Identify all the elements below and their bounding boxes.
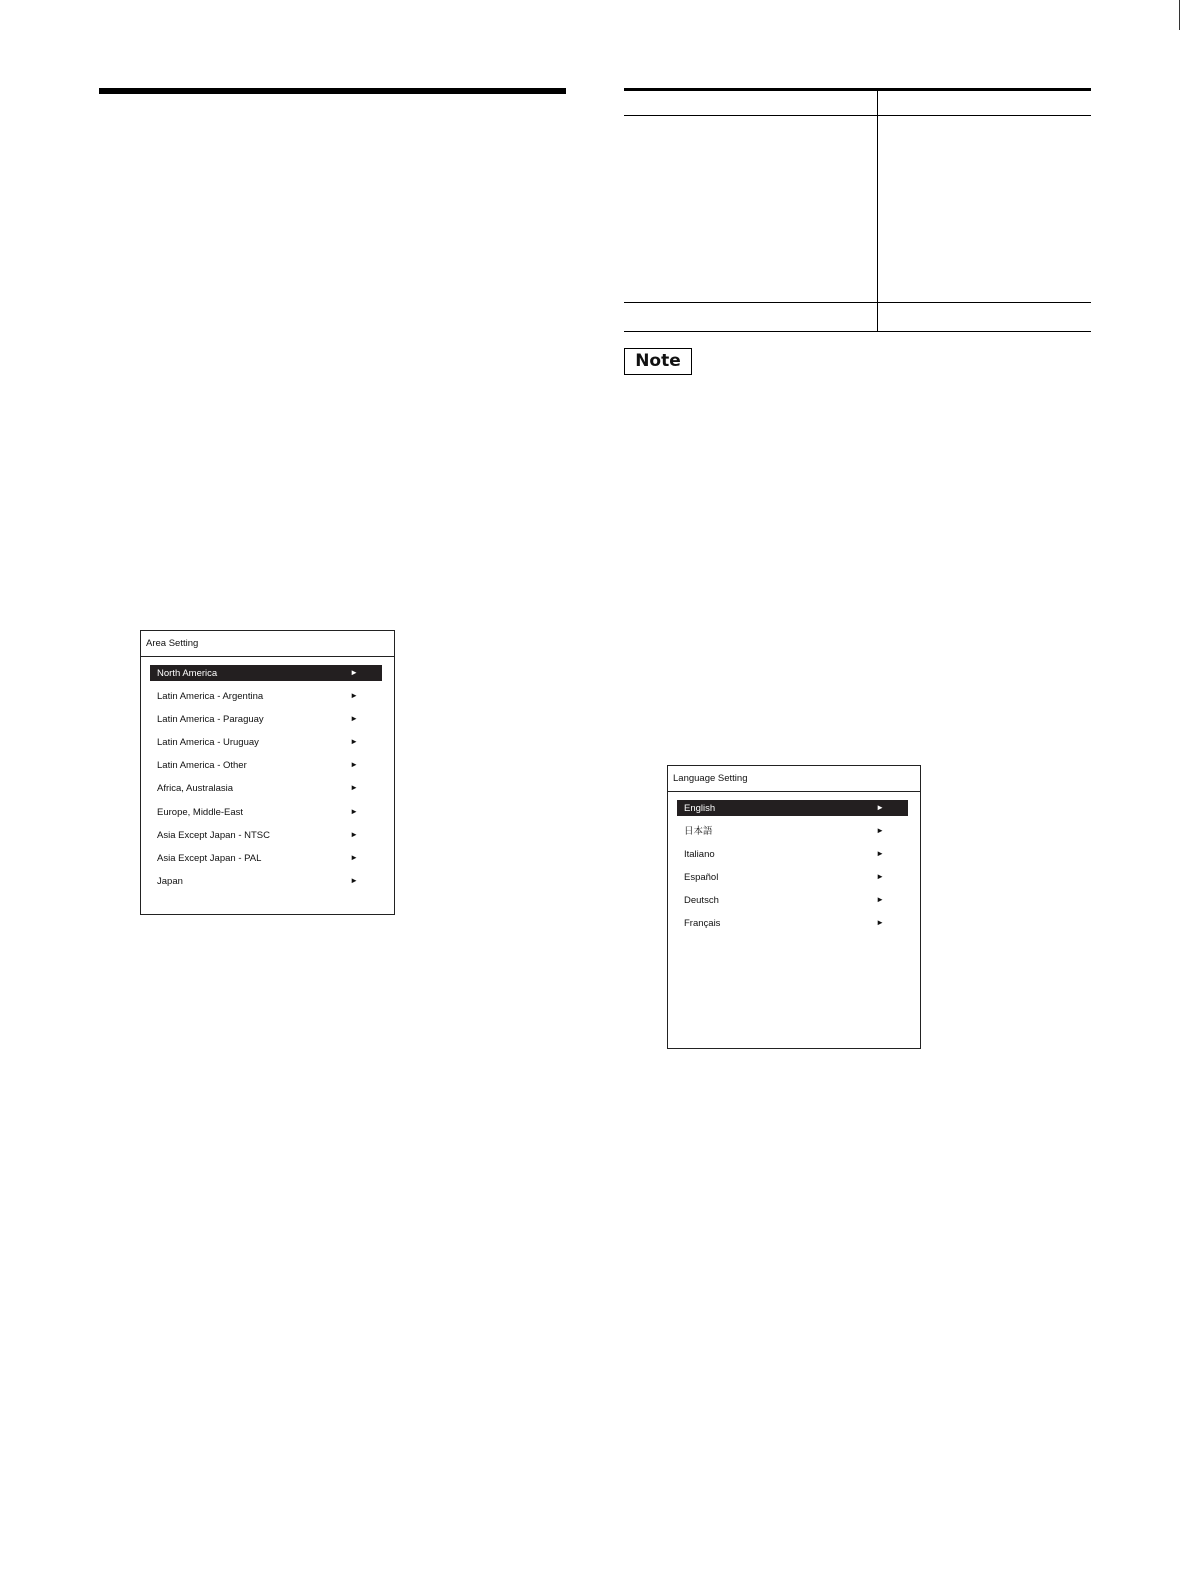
right-arrow-icon: ► [350, 737, 358, 747]
right-arrow-icon: ► [876, 872, 884, 882]
area-item-label: Asia Except Japan - NTSC [157, 829, 270, 841]
language-item[interactable] [677, 800, 908, 823]
right-arrow-icon: ► [350, 829, 358, 839]
area-item[interactable] [150, 711, 382, 734]
item-background [150, 873, 382, 889]
note-label: Note [624, 348, 692, 375]
page-edge-line [1179, 0, 1180, 30]
area-item[interactable] [150, 873, 382, 896]
language-setting-menu [667, 765, 921, 1049]
language-setting-title: Language Setting [668, 766, 920, 792]
right-arrow-icon: ► [350, 760, 358, 770]
area-item[interactable] [150, 827, 382, 850]
area-setting-list [150, 665, 382, 896]
area-item-label: Europe, Middle-East [157, 806, 244, 818]
area-setting-title: Area Setting [141, 631, 394, 657]
language-item[interactable] [677, 915, 908, 938]
area-item-label: Latin America - Argentina [157, 691, 264, 703]
right-arrow-icon: ► [876, 803, 884, 812]
section-heading-rule [99, 88, 566, 94]
table-column-divider [877, 91, 878, 332]
area-setting-menu [140, 630, 395, 915]
table-bottom-rule [624, 331, 1091, 332]
right-arrow-icon: ► [876, 826, 884, 836]
area-item[interactable] [150, 665, 382, 688]
language-item-label: Deutsch [684, 895, 719, 907]
language-item-label: Italiano [684, 849, 715, 861]
right-arrow-icon: ► [876, 918, 884, 928]
area-item-label: Japan [157, 875, 183, 887]
area-item[interactable] [150, 757, 382, 780]
right-arrow-icon: ► [350, 691, 358, 701]
settings-table [624, 88, 1091, 332]
area-item[interactable] [150, 780, 382, 803]
right-arrow-icon: ► [350, 783, 358, 793]
table-top-rule [624, 88, 1091, 91]
language-item-label: English [684, 803, 716, 814]
area-item[interactable] [150, 734, 382, 757]
language-setting-list [677, 800, 908, 939]
right-arrow-icon: ► [350, 806, 358, 816]
area-item-label: Asia Except Japan - PAL [157, 852, 262, 864]
language-item-label: Español [684, 872, 719, 884]
right-arrow-icon: ► [350, 668, 358, 677]
area-item-label: Africa, Australasia [157, 783, 234, 795]
right-arrow-icon: ► [350, 852, 358, 862]
area-item-label: Latin America - Paraguay [157, 714, 264, 726]
language-item[interactable] [677, 846, 908, 869]
area-item[interactable] [150, 688, 382, 711]
area-item-label: Latin America - Uruguay [157, 737, 259, 749]
language-item-label: 日本語 [684, 826, 713, 838]
right-arrow-icon: ► [876, 895, 884, 905]
right-arrow-icon: ► [350, 875, 358, 885]
area-item-label: North America [157, 668, 218, 679]
table-header-divider [624, 115, 1091, 116]
area-item[interactable] [150, 804, 382, 827]
table-row-divider [624, 302, 1091, 303]
right-arrow-icon: ► [350, 714, 358, 724]
right-arrow-icon: ► [876, 849, 884, 859]
language-item[interactable] [677, 892, 908, 915]
area-item[interactable] [150, 850, 382, 873]
language-item[interactable] [677, 869, 908, 892]
language-item[interactable] [677, 823, 908, 846]
area-item-label: Latin America - Other [157, 760, 247, 772]
language-item-label: Français [684, 918, 721, 930]
